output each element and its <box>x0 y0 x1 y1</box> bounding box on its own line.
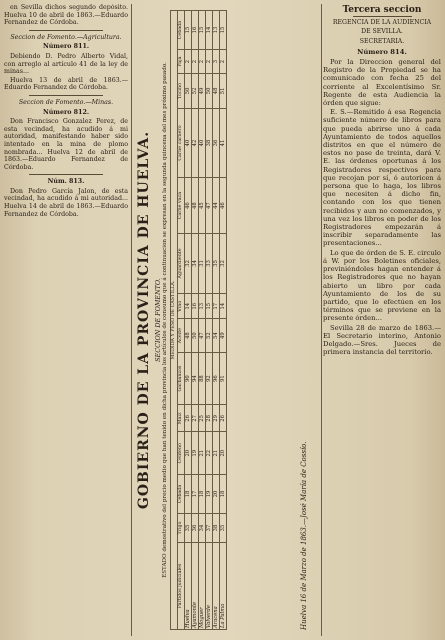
table-cell: 90 <box>185 352 192 405</box>
table-cell: 96 <box>213 352 220 405</box>
table-header-cell: Aguardiente <box>178 233 185 293</box>
table-cell: 51 <box>220 74 227 108</box>
table-cell: 38 <box>213 513 220 542</box>
right-section-title: Tercera seccion <box>342 5 422 15</box>
rotated-table-section <box>131 4 322 636</box>
table-header-cell: Carne vaca <box>178 178 185 233</box>
section-heading-minas: Seccion de Fomento.—Minas. <box>18 98 114 106</box>
table-cell: 25 <box>199 405 206 432</box>
table-cell: 14 <box>206 11 213 50</box>
row-label: Huelva <box>185 543 192 630</box>
table-header-cell: Centeno <box>178 432 185 475</box>
table-cell: 19 <box>206 475 213 514</box>
table-cell: 13 <box>213 11 220 50</box>
divider <box>353 16 412 17</box>
table-cell: 31 <box>199 233 206 293</box>
table-cell: 50 <box>185 74 192 108</box>
table-cell: 18 <box>185 475 192 514</box>
table-cell: 52 <box>206 319 213 352</box>
table-cell: 20 <box>213 475 220 514</box>
table-cell: 35 <box>213 233 220 293</box>
divider <box>29 174 103 175</box>
table-header-cell: Maiz <box>178 405 185 432</box>
table-cell: 27 <box>192 405 199 432</box>
table-cell: 44 <box>213 178 220 233</box>
table-cell: 35 <box>220 513 227 542</box>
table-cell: 52 <box>192 74 199 108</box>
row-label: La Palma <box>220 543 227 630</box>
table-cell: 49 <box>199 74 206 108</box>
notice-number-813: Núm. 813. <box>47 178 85 186</box>
table-cell: 45 <box>199 178 206 233</box>
right-column <box>323 4 441 634</box>
table-header-cell: Aceite <box>178 319 185 352</box>
table-header-cell: Tocino <box>178 74 185 108</box>
table-cell: 47 <box>199 319 206 352</box>
table-cell: 20 <box>220 432 227 475</box>
table-cell: 15 <box>220 11 227 50</box>
left-paragraph-4: Don Francisco Gonzalez Perez, de esta vecindad, ha acudido á mi autoridad, manifestando haber sido intentado en la mina de plomo nombrada... Huelva 12 de abril de 1863.—Eduardo Fernandez de Córdoba. <box>4 118 128 171</box>
table-cell: 26 <box>220 405 227 432</box>
table-header-cell: Cebada <box>178 11 185 50</box>
table-cell: 41 <box>220 108 227 178</box>
table-cell: 48 <box>213 74 220 108</box>
table-section-title: SECCION DE FOMENTO. <box>154 278 162 362</box>
table-cell: 19 <box>192 432 199 475</box>
rotated-content <box>132 4 321 636</box>
table-cell: 91 <box>220 352 227 405</box>
table-cell: 48 <box>192 178 199 233</box>
table-cell: 33 <box>206 233 213 293</box>
table-cell: 42 <box>192 108 199 178</box>
table-cell: 32 <box>220 233 227 293</box>
notice-number-812: Número 812. <box>42 108 90 116</box>
table-header-cell: Paja <box>178 50 185 74</box>
table-row <box>199 11 206 630</box>
table-cell: 38 <box>206 108 213 178</box>
table-cell: 34 <box>192 233 199 293</box>
table-cell: 21 <box>213 432 220 475</box>
table-cell: 13 <box>199 294 206 319</box>
table-cell: 50 <box>192 319 199 352</box>
table-cell: 2 <box>185 50 192 74</box>
row-label: Moguer <box>199 543 206 630</box>
table-main-title: GOBIERNO DE LA PROVINCIA DE HUELVA. <box>136 130 152 510</box>
price-table <box>170 10 227 630</box>
regencia-location: DE SEVILLA. <box>361 28 403 36</box>
notice-number-814: Número 814. <box>357 47 407 56</box>
table-cell: 2 <box>192 50 199 74</box>
table-cell: 48 <box>185 319 192 352</box>
divider <box>29 30 103 31</box>
table-cell: 40 <box>185 108 192 178</box>
table-cell: 32 <box>185 233 192 293</box>
table-cell: 92 <box>206 352 213 405</box>
regencia-heading: REGENCIA DE LA AUDIENCIA <box>332 19 432 27</box>
table-row <box>185 11 192 630</box>
table-cell: 50 <box>206 74 213 108</box>
table-footer-signature: Huelva 16 de Marzo de 1863.—José María de Cossío. <box>300 441 308 630</box>
table-cell: 15 <box>185 11 192 50</box>
table-cell: 17 <box>213 294 220 319</box>
left-paragraph-1: en Sevilla dichos segundo depósito. Huelva 10 de abril de 1863.—Eduardo Fernandez de Córdoba. <box>4 4 128 27</box>
table-cell: 36 <box>213 108 220 178</box>
table-header-cell: Trigo <box>178 513 185 542</box>
left-paragraph-2: Debiendo D. Pedro Alberto Vidal, con arreglo al artículo 41 de la ley de minas... <box>4 52 128 76</box>
table-row <box>206 11 213 630</box>
table-cell: 22 <box>206 432 213 475</box>
right-paragraph-1: Por la Direccion general del Registro de la Propiedad se ha comunicado con fecha 25 del corriente al Excelentísimo Sr. Regente de esta Audiencia la órden que sigue: <box>323 58 441 108</box>
table-cell: 16 <box>192 11 199 50</box>
section-heading-agricultura: Seccion de Fomento.—Agricultura. <box>10 33 122 41</box>
table-cell: 14 <box>185 294 192 319</box>
right-paragraph-2: E. S.—Remitido á esa Regencia suficiente número de libros para que pueda abrirse uno á cada Ayuntamiento de todos aquellos distritos en que el número de estos no pase de treinta, dará V. E. las órdenes oportunas á los Registradores respectivos para que recojan por sí, ó autoricen á persona que lo haga, los libros que necesiten á dicho fin, contando con los que tienen recibidos y aun no comenzados, y una vez los libros en poder de los Registradores empezarán á inscribir separadamente las presentaciones... <box>323 108 441 248</box>
table-cell: 28 <box>206 405 213 432</box>
table-header-cell: Vino <box>178 294 185 319</box>
table-body <box>185 11 227 630</box>
table-header-cell: Cebada <box>178 475 185 514</box>
table-cell: 54 <box>213 319 220 352</box>
left-column <box>4 4 128 634</box>
table-cell: 16 <box>192 294 199 319</box>
table-header-cell: Carne carnero <box>178 108 185 178</box>
table-cell: 37 <box>206 513 213 542</box>
table-cell: 20 <box>185 432 192 475</box>
table-measure-heading: MEDIDA Y PESO DE CASTILLA. <box>171 11 178 630</box>
table-cell: 34 <box>199 513 206 542</box>
table-cell: 29 <box>213 405 220 432</box>
table-subtitle: ESTADO demostrativo del precio medio que han tenido en dicha provincia los artículos de consumo que á continuacion se expresan en la segunda quincena del mes próximo pasado. <box>162 62 168 578</box>
table-cell: 21 <box>199 432 206 475</box>
left-paragraph-5: Don Pedro García Jalon, de esta vecindad, ha acudido á mi autoridad... Huelva 14 de abril de 1863.—Eduardo Fernandez de Córdoba. <box>4 187 128 218</box>
secretaria-heading: SECRETARIA. <box>359 37 405 45</box>
table-cell: 94 <box>192 352 199 405</box>
table-cell: 36 <box>192 513 199 542</box>
row-label: Aracena <box>213 543 220 630</box>
table-cell: 47 <box>206 178 213 233</box>
table-cell: 15 <box>199 11 206 50</box>
table-cell: 46 <box>185 178 192 233</box>
right-paragraph-3: Lo que de órden de S. E. circulo á W. por los Boletines oficiales, previniéndoles hagan entender á los Registradores que no hayan abierto un libro por cada Ayuntamiento de los de su partido, que lo efectúen en los términos que se previene en la presente órden... <box>323 248 441 323</box>
left-paragraph-3: Huelva 13 de abril de 1863.—Eduardo Fernandez de Córdoba. <box>4 76 128 92</box>
table-cell: 88 <box>199 352 206 405</box>
table-cell: 2 <box>199 50 206 74</box>
table-cell: 17 <box>192 475 199 514</box>
table-cell: 49 <box>220 319 227 352</box>
table-header-cell: Partidos judiciales <box>178 543 185 630</box>
row-label: Valverde <box>206 543 213 630</box>
table-cell: 26 <box>185 405 192 432</box>
notice-number-811: Número 811. <box>42 43 90 51</box>
right-paragraph-4: Sevilla 28 de marzo de 1863.—El Secretario interino, Antonio Delgado.—Sres. Jueces de primera instancia del territorio. <box>323 323 441 357</box>
table-cell: 14 <box>220 294 227 319</box>
table-cell: 2 <box>220 50 227 74</box>
table-row <box>192 11 199 630</box>
table-cell: 18 <box>199 475 206 514</box>
table-row <box>213 11 220 630</box>
divider <box>29 95 103 96</box>
table-cell: 18 <box>220 475 227 514</box>
table-row <box>220 11 227 630</box>
row-label: Ayamonte <box>192 543 199 630</box>
table-cell: 3 <box>213 50 220 74</box>
table-cell: 15 <box>206 294 213 319</box>
table-cell: 2 <box>206 50 213 74</box>
table-cell: 46 <box>220 178 227 233</box>
table-cell: 35 <box>185 513 192 542</box>
table-header-cell: Garbanzos <box>178 352 185 405</box>
table-header-row <box>178 11 185 630</box>
table-cell: 40 <box>199 108 206 178</box>
